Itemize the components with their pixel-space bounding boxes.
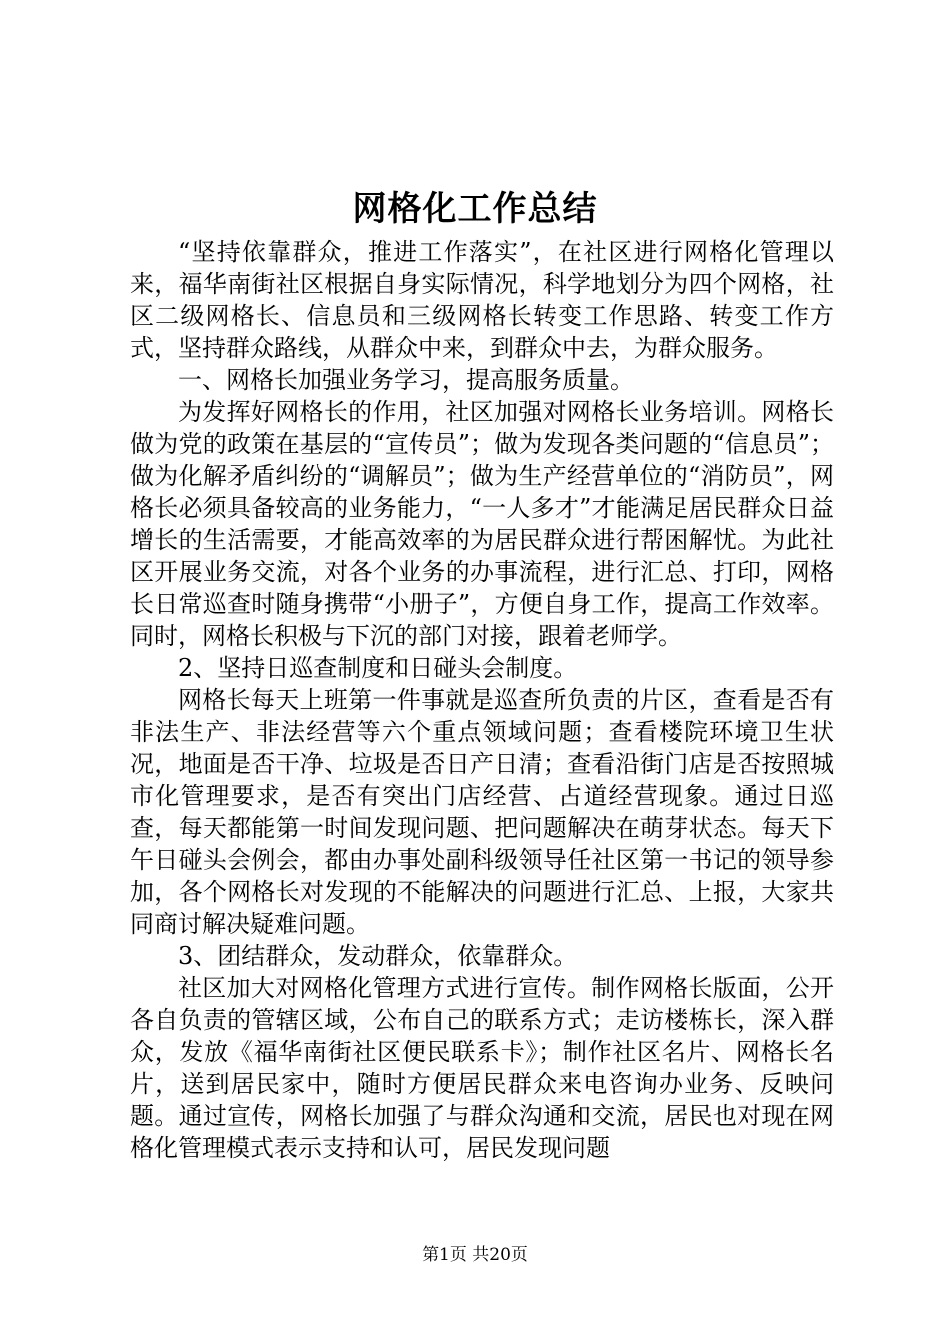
section-paragraph-2: 网格长每天上班第一件事就是巡查所负责的片区，查看是否有非法生产、非法经营等六个重点领域问题；查看楼院环境卫生状况，地面是否干净、垃圾是否日产日清；查看沿街门店是否按照城市化管理要求，是否有突出门店经营、占道经营现象。通过日巡查，每天都能第一时间发现问题、把问题解决在萌芽状态。每天下午日碰头会例会，都由办事处副科级领导任社区第一书记的领导参加，各个网格长对发现的不能解决的问题进行汇总、上报，大家共同商讨解决疑难问题。 [130, 686, 834, 938]
intro-paragraph: “坚持依靠群众，推进工作落实”，在社区进行网格化管理以来，福华南街社区根据自身实际情况，科学地划分为四个网格，社区二级网格长、信息员和三级网格长转变工作思路、转变工作方式，坚持群众路线，从群众中来，到群众中去，为群众服务。 [130, 238, 834, 362]
section-heading-1: 一、网格长加强业务学习，提高服务质量。 [178, 366, 634, 394]
page-footer: 第1页 共20页 [422, 1245, 528, 1265]
section-heading-2: 2、坚持日巡查制度和日碰头会制度。 [178, 654, 578, 682]
document-body [130, 236, 834, 1164]
section-paragraph-1: 为发挥好网格长的作用，社区加强对网格长业务培训。网格长做为党的政策在基层的“宣传员”；做为发现各类问题的“信息员”；做为化解矛盾纠纷的“调解员”；做为生产经营单位的“消防员”，网格长必须具备较高的业务能力，“一人多才”才能满足居民群众日益增长的生活需要，才能高效率的为居民群众进行帮困解忧。为此社区开展业务交流，对各个业务的办事流程，进行汇总、打印，网格长日常巡查时随身携带“小册子”，方便自身工作，提高工作效率。同时，网格长积极与下沉的部门对接，跟着老师学。 [130, 398, 834, 650]
section-heading-3: 3、团结群众，发动群众，依靠群众。 [178, 942, 578, 970]
section-paragraph-3: 社区加大对网格化管理方式进行宣传。制作网格长版面，公开各自负责的管辖区域，公布自己的联系方式；走访楼栋长，深入群众，发放《福华南街社区便民联系卡》；制作社区名片、网格长名片，送到居民家中，随时方便居民群众来电咨询办业务、反映问题。通过宣传，网格长加强了与群众沟通和交流，居民也对现在网格化管理模式表示支持和认可，居民发现问题 [130, 974, 834, 1162]
document-title: 网格化工作总结 [352, 189, 598, 229]
